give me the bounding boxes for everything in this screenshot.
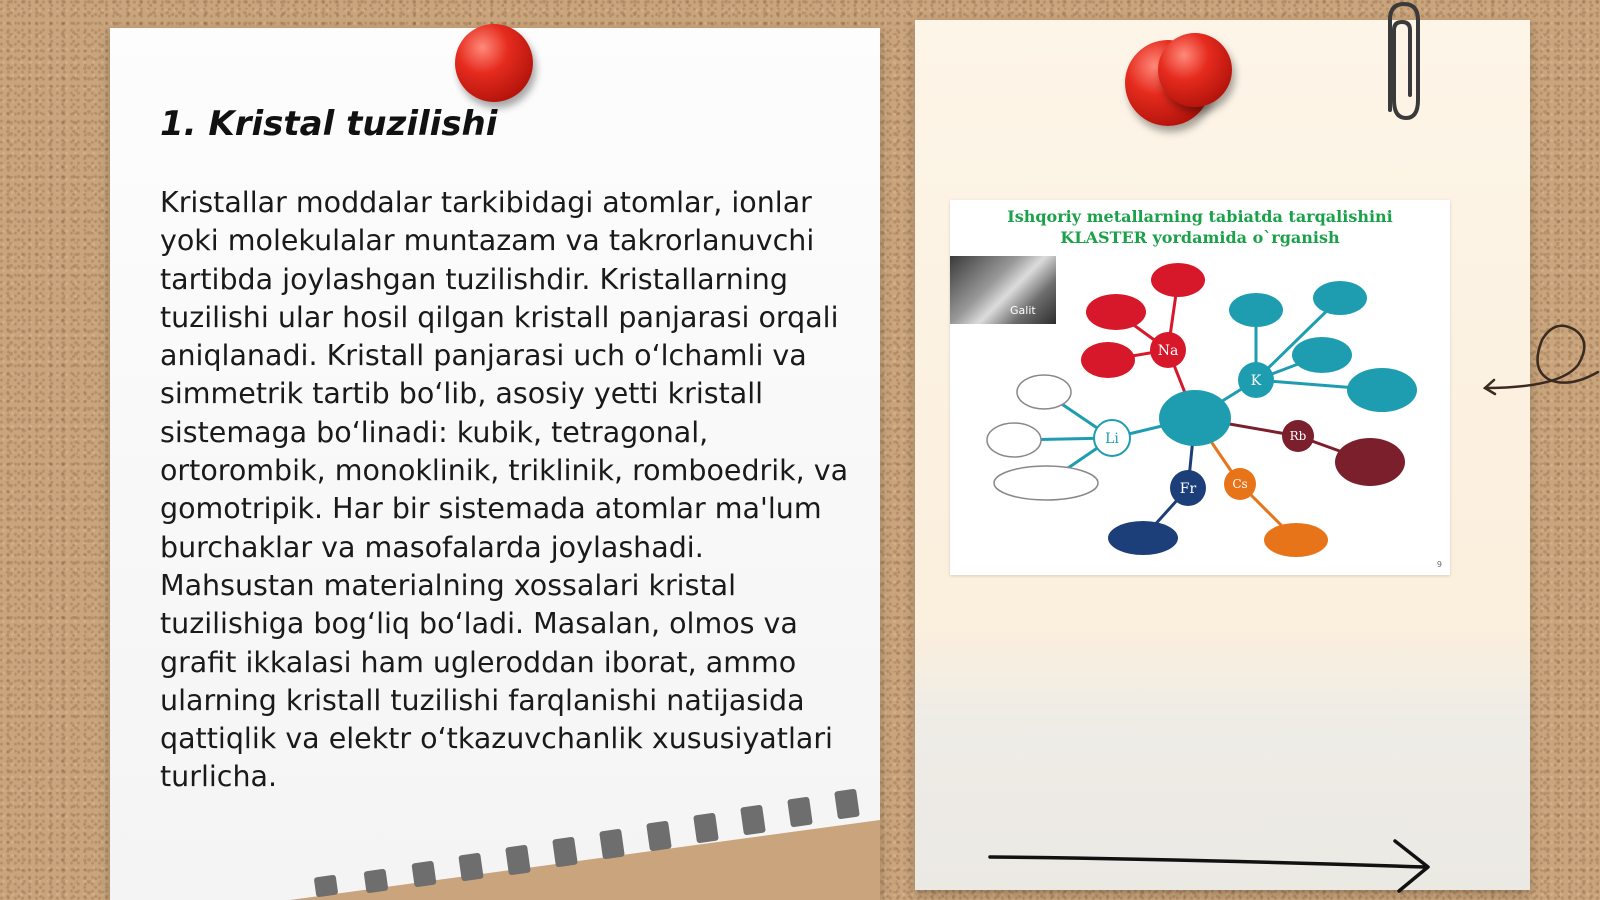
slide-title-line-1: Ishqoriy metallarning tabiatda tarqalishini: [1007, 207, 1393, 226]
node-label-k: K: [1250, 373, 1262, 389]
galit-photo-label: Galit: [1010, 304, 1036, 317]
curly-arrow-icon: [1480, 310, 1600, 400]
torn-notebook-edge: [290, 780, 880, 900]
node-label-fr: Fr: [1179, 481, 1197, 497]
body-paragraph: Kristallar moddalar tarkibidagi atomlar, ionlar yoki molekulalar muntazam va takrorlanuvchi tartibda joylashgan tuzilishdir. Kristallarning tuzilishi ular hosil qilgan kristall panjarasi orqali aniqlanadi. Kristall panjarasi uch o‘lchamli va simmetrik tartib bo‘lib, asosiy yetti kristall sistemaga bo‘linadi: kubik, tetragonal, ortorombik, monoklinik, triklinik, romboedrik, va gomotripik. Har bir sistemada atomlar ma'lum burchaklar va masofalarda joylashadi. Mahsustan materialning xossalari kristal tuzilishiga bog‘liq bo‘ladi. Masalan, olmos va grafit ikkalasi ham ugleroddan iborat, ammo ularning kristall tuzilishi farqlanishi natijasida qattiqlik va elektr o‘tkazuvchanlik xususiyatlari turlicha.: [160, 186, 849, 794]
slide-title-line-2: KLASTER yordamida o`rganish: [1060, 228, 1340, 247]
node-label-li: Li: [1105, 431, 1119, 447]
slide-page-number: 9: [1436, 560, 1442, 569]
paperclip-icon: [1378, 0, 1428, 125]
node-label-rb: Rb: [1289, 429, 1307, 443]
arrow-right-icon: [985, 835, 1445, 895]
node-label-cs: Cs: [1232, 477, 1248, 491]
embedded-slide-image: [950, 200, 1450, 575]
push-pin-icon: [455, 24, 533, 102]
cluster-diagram: [950, 200, 1450, 575]
push-pin-icon: [1158, 33, 1232, 107]
node-label-na: Na: [1157, 343, 1179, 359]
page-title: 1. Kristal tuzilishi: [160, 104, 498, 144]
